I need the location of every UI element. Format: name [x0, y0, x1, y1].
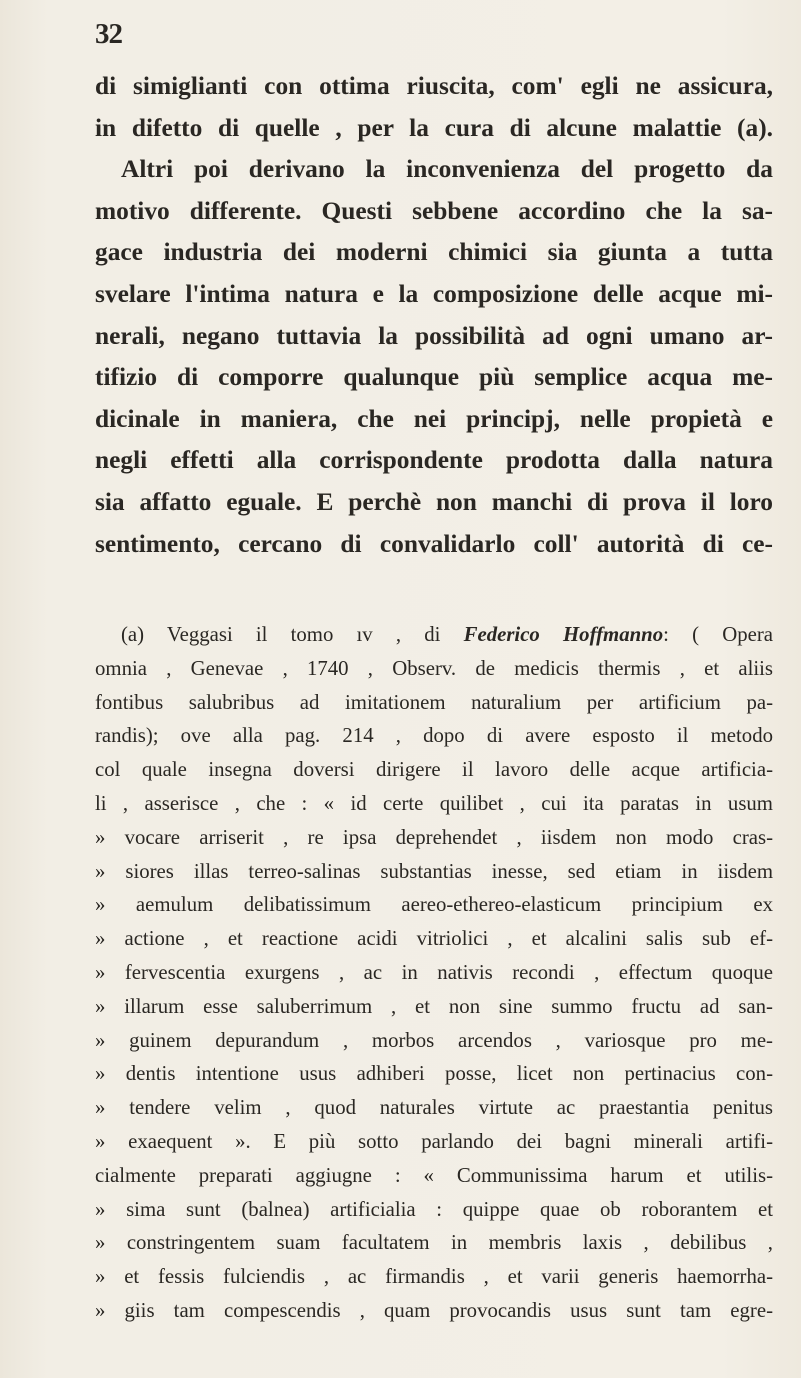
body-line: di simiglianti con ottima riuscita, com' egli ne assicura, — [95, 72, 773, 100]
footnote-line: » constringentem suam facultatem in membris laxis , debilibus , — [95, 1231, 773, 1255]
footnote-line: » sima sunt (balnea) artificialia : quippe quae ob roborantem et — [95, 1197, 773, 1221]
footnote-line: » fervescentia exurgens , ac in nativis recondi , effectum quoque — [95, 960, 773, 984]
footnote-line: omnia , Genevae , 1740 , Observ. de medicis thermis , et aliis — [95, 656, 773, 680]
footnote-line: » actione , et reactione acidi vitriolici , et alcalini salis sub ef- — [95, 927, 773, 951]
footnote-line: cialmente preparati aggiugne : « Communissima harum et utilis- — [95, 1163, 773, 1187]
body-line: dicinale in maniera, che nei principj, nelle propietà e — [95, 404, 773, 433]
body-line: gace industria dei moderni chimici sia giunta a tutta — [95, 238, 773, 267]
footnote-author-name: Federico Hoffmanno — [463, 623, 664, 646]
body-line: svelare l'intima natura e la composizione delle acque mi- — [95, 279, 773, 308]
footnote-line: » vocare arriserit , re ipsa deprehendet , iisdem non modo cras- — [95, 825, 773, 849]
footnote-line: » siores illas terreo-salinas substantias inesse, sed etiam in iisdem — [95, 859, 773, 883]
footnote-line — [95, 618, 773, 652]
footnote-line: » tendere velim , quod naturales virtute ac praestantia penitus — [95, 1096, 773, 1120]
footnote-prefix: (a) Veggasi il tomo ıv , di — [121, 623, 464, 646]
footnote-line: » exaequent ». E più sotto parlando dei bagni minerali artifi- — [95, 1129, 773, 1153]
body-line: tifizio di comporre qualunque più semplice acqua me- — [95, 363, 773, 392]
footnote-line: » guinem depurandum , morbos arcendos , variosque pro me- — [95, 1028, 773, 1052]
footnote-line: » giis tam compescendis , quam provocandis usus sunt tam egre- — [95, 1298, 773, 1322]
footnote — [95, 618, 773, 1328]
footnote-line: » dentis intentione usus adhiberi posse, licet non pertinacius con- — [95, 1062, 773, 1086]
body-line: in difetto di quelle , per la cura di alcune malattie (a). — [95, 113, 773, 142]
body-line: motivo differente. Questi sebbene accordino che la sa- — [95, 196, 773, 225]
body-line: sentimento, cercano di convalidarlo coll' autorità di ce- — [95, 529, 773, 558]
footnote-line: » et fessis fulciendis , ac firmandis , et varii generis haemorrha- — [95, 1265, 773, 1289]
footnote-line: li , asserisce , che : « id certe quilibet , cui ita paratas in usum — [95, 791, 773, 815]
footnote-line: » aemulum delibatissimum aereo-ethereo-elasticum principium ex — [95, 893, 773, 917]
footnote-line: randis); ove alla pag. 214 , dopo di avere esposto il metodo — [95, 724, 773, 748]
main-body-text — [95, 66, 773, 565]
body-line: sia affatto eguale. E perchè non manchi di prova il loro — [95, 487, 773, 516]
body-line: nerali, negano tuttavia la possibilità ad ogni umano ar- — [95, 321, 773, 350]
body-line: Altri poi derivano la inconvenienza del progetto da — [121, 155, 773, 184]
page-number: 32 — [95, 18, 122, 50]
footnote-line: fontibus salubribus ad imitationem naturalium per artificium pa- — [95, 690, 773, 714]
footnote-suffix: : ( Opera — [663, 623, 773, 646]
footnote-line: col quale insegna doversi dirigere il lavoro delle acque artificia- — [95, 758, 773, 782]
body-line: negli effetti alla corrispondente prodotta dalla natura — [95, 446, 773, 475]
footnote-line: » illarum esse saluberrimum , et non sine summo fructu ad san- — [95, 994, 773, 1018]
